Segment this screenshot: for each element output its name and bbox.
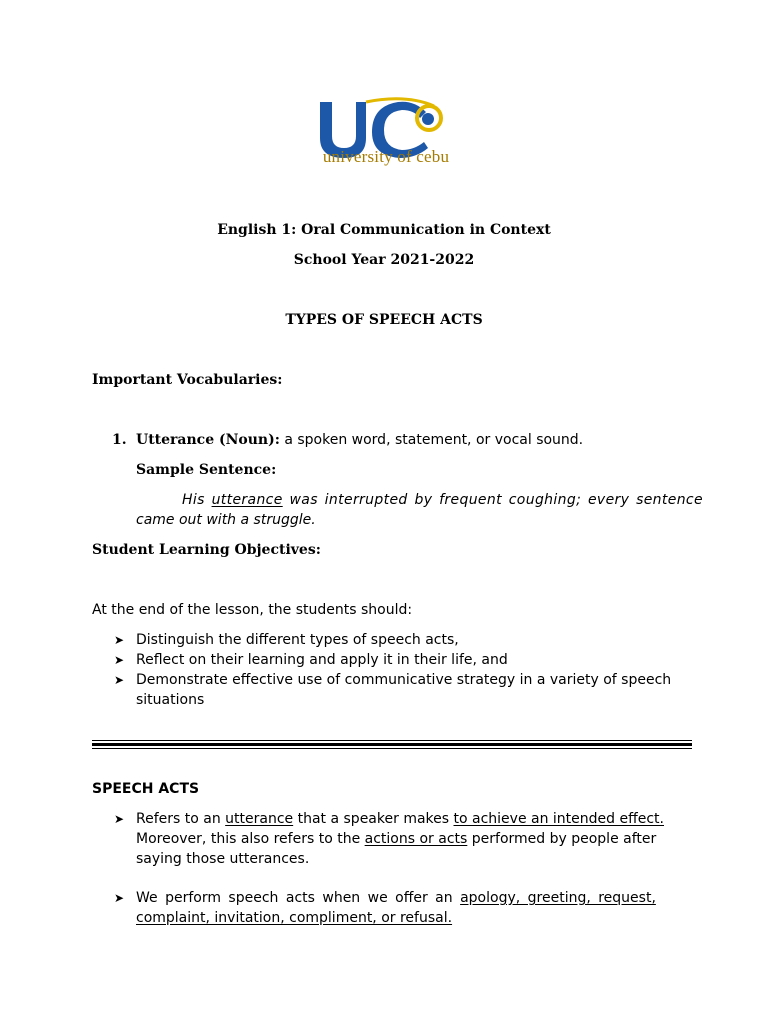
course-title: English 1: Oral Communication in Context (217, 222, 551, 238)
speech-acts-bullet-2-line1: ➤ We perform speech acts when we offer an apology, greeting, request, (114, 890, 656, 906)
sample-sentence-line2: came out with a struggle. (136, 512, 316, 528)
vocab-heading: Important Vocabularies: (92, 372, 283, 388)
divider-thick-line (92, 743, 692, 746)
divider-top-line (92, 740, 692, 741)
objective-item-continuation: situations (136, 692, 205, 708)
divider-bottom-line (92, 748, 692, 749)
vocab-definition: a spoken word, statement, or vocal sound. (279, 432, 584, 448)
vocab-term: Utterance (Noun): (136, 432, 280, 448)
objective-item: ➤ Distinguish the different types of speech acts, (114, 632, 459, 648)
sample-sentence-label: Sample Sentence: (136, 462, 277, 478)
sample-underlined-word: utterance (211, 492, 283, 508)
sample-sentence-line1: His utterance was interrupted by frequent coughing; every sentence (182, 492, 703, 508)
lesson-title: TYPES OF SPEECH ACTS (285, 312, 483, 328)
arrow-bullet-icon: ➤ (114, 633, 125, 647)
arrow-bullet-icon: ➤ (114, 653, 125, 667)
objective-item: ➤ Reflect on their learning and apply it in their life, and (114, 652, 508, 668)
school-year: School Year 2021-2022 (293, 252, 475, 268)
objective-item: ➤ Demonstrate effective use of communicative strategy in a variety of speech (114, 672, 672, 688)
speech-acts-bullet-1-line1: ➤ Refers to an utterance that a speaker makes to achieve an intended effect. (114, 811, 664, 827)
speech-acts-bullet-1-line2: Moreover, this also refers to the actions or acts performed by people after (136, 831, 657, 847)
vocab-item (112, 432, 583, 448)
vocab-item-number: 1. (112, 432, 127, 448)
arrow-bullet-icon: ➤ (114, 891, 125, 905)
objectives-intro: At the end of the lesson, the students should: (92, 602, 413, 618)
logo-wordmark: university of cebu (322, 147, 450, 166)
speech-acts-bullet-1-line3: saying those utterances. (136, 851, 310, 867)
arrow-bullet-icon: ➤ (114, 812, 125, 826)
objectives-heading: Student Learning Objectives: (92, 542, 321, 558)
speech-acts-heading: SPEECH ACTS (92, 781, 200, 797)
arrow-bullet-icon: ➤ (114, 673, 125, 687)
speech-acts-bullet-2-line2: complaint, invitation, compliment, or refusal. (136, 910, 453, 926)
